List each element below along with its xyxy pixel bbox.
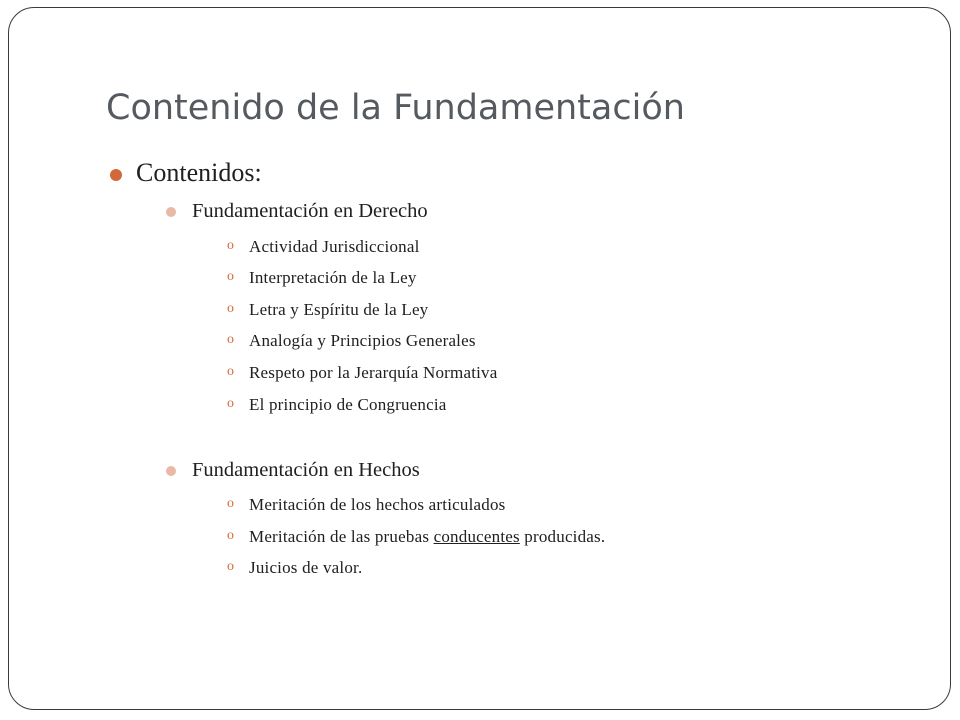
list-item-text: El principio de Congruencia	[249, 395, 447, 414]
o-bullet-icon: o	[227, 269, 235, 284]
o-bullet-icon: o	[227, 332, 235, 347]
o-bullet-icon: o	[227, 496, 235, 511]
bullet-icon	[166, 466, 176, 476]
o-bullet-icon: o	[227, 528, 235, 543]
list-item	[227, 331, 476, 351]
section-derecho	[166, 200, 428, 223]
list-item	[227, 558, 362, 578]
list-item-text: Meritación de los hechos articulados	[249, 495, 506, 514]
list-item-text: Respeto por la Jerarquía Normativa	[249, 363, 498, 382]
list-item-text: Actividad Jurisdiccional	[249, 237, 420, 256]
list-item	[227, 300, 428, 320]
list-item	[227, 268, 417, 288]
o-bullet-icon: o	[227, 238, 235, 253]
underlined-word: conducentes	[433, 527, 520, 546]
list-item-text: Interpretación de la Ley	[249, 268, 417, 287]
bullet-icon	[110, 169, 122, 181]
list-item	[227, 237, 420, 257]
slide-title: Contenido de la Fundamentación	[106, 88, 685, 128]
section-hechos	[166, 459, 420, 482]
o-bullet-icon: o	[227, 364, 235, 379]
list-item-text-after: producidas.	[519, 527, 606, 546]
heading-item	[110, 158, 262, 188]
bullet-icon	[166, 207, 176, 217]
list-item-text: Letra y Espíritu de la Ley	[249, 300, 429, 319]
list-item-text: Juicios de valor.	[249, 558, 363, 577]
section-label: Fundamentación en Derecho	[192, 200, 428, 222]
list-item-text	[249, 527, 605, 546]
list-item	[227, 363, 498, 383]
list-item-text-before: Meritación de las pruebas	[249, 527, 434, 546]
section-label: Fundamentación en Hechos	[192, 459, 420, 481]
list-item	[227, 395, 447, 415]
list-item	[227, 495, 505, 515]
o-bullet-icon: o	[227, 301, 235, 316]
heading-text: Contenidos:	[136, 158, 262, 187]
o-bullet-icon: o	[227, 396, 235, 411]
list-item	[227, 527, 605, 547]
list-item-text: Analogía y Principios Generales	[249, 331, 476, 350]
o-bullet-icon: o	[227, 559, 235, 574]
